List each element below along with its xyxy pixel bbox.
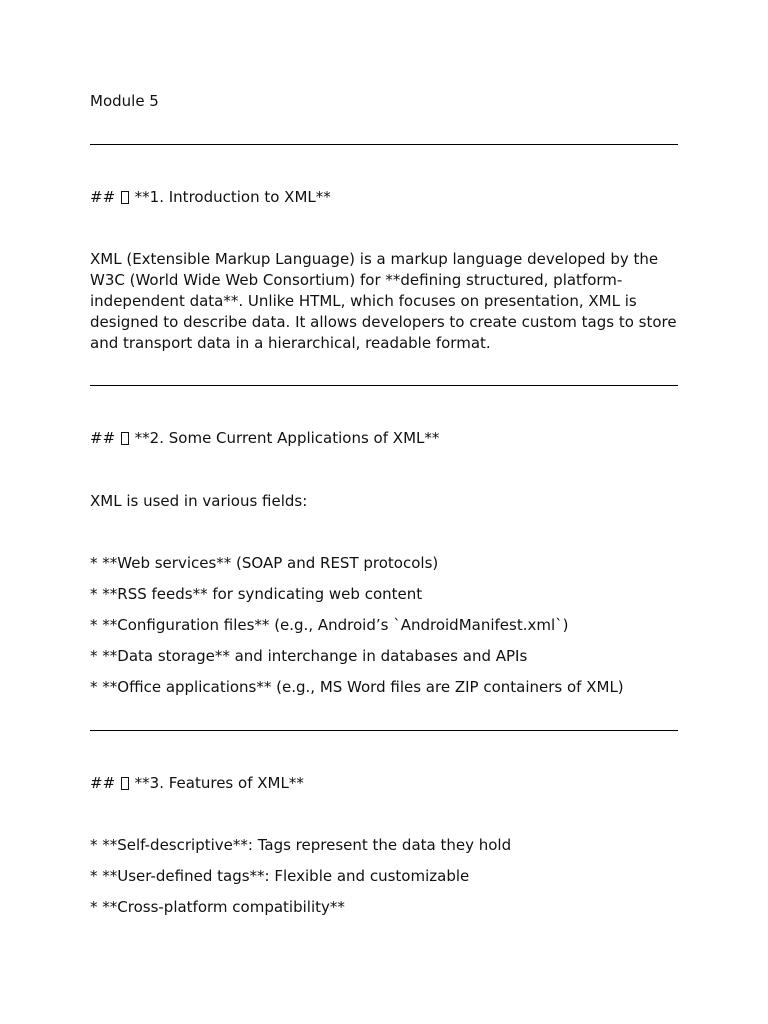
heading-text: **3. Features of XML** (129, 774, 304, 792)
heading-text: **2. Some Current Applications of XML** (129, 429, 440, 447)
missing-glyph-icon (121, 777, 129, 790)
list-item: * **Cross-platform compatibility** (90, 898, 345, 916)
list-item: * **Web services** (SOAP and REST protocols) (90, 554, 439, 572)
heading-prefix: ## (90, 429, 120, 447)
section-heading-1 (90, 187, 331, 208)
horizontal-rule (90, 385, 678, 386)
list-item: * **Office applications** (e.g., MS Word files are ZIP containers of XML) (90, 678, 624, 696)
missing-glyph-icon (121, 432, 129, 445)
heading-prefix: ## (90, 188, 120, 206)
section-2-intro: XML is used in various fields: (90, 492, 308, 510)
heading-text: **1. Introduction to XML** (129, 188, 331, 206)
horizontal-rule (90, 144, 678, 145)
section-heading-3 (90, 773, 304, 794)
heading-prefix: ## (90, 774, 120, 792)
horizontal-rule (90, 730, 678, 731)
list-item: * **Data storage** and interchange in databases and APIs (90, 647, 528, 665)
section-1-paragraph: XML (Extensible Markup Language) is a markup language developed by the W3C (World Wide Web Consortium) for **defining structured, platform-independent data**. Unlike HTML, which focuses on presentation, XML is designed to describe data. It allows developers to create custom tags to store and transport data in a hierarchical, readable format. (90, 250, 677, 352)
missing-glyph-icon (121, 191, 129, 204)
section-heading-2 (90, 428, 439, 449)
list-item: * **RSS feeds** for syndicating web content (90, 585, 423, 603)
list-item: * **Configuration files** (e.g., Android’s `AndroidManifest.xml`) (90, 616, 569, 634)
list-item: * **User-defined tags**: Flexible and customizable (90, 867, 470, 885)
module-title: Module 5 (90, 92, 159, 110)
list-item: * **Self-descriptive**: Tags represent the data they hold (90, 836, 512, 854)
